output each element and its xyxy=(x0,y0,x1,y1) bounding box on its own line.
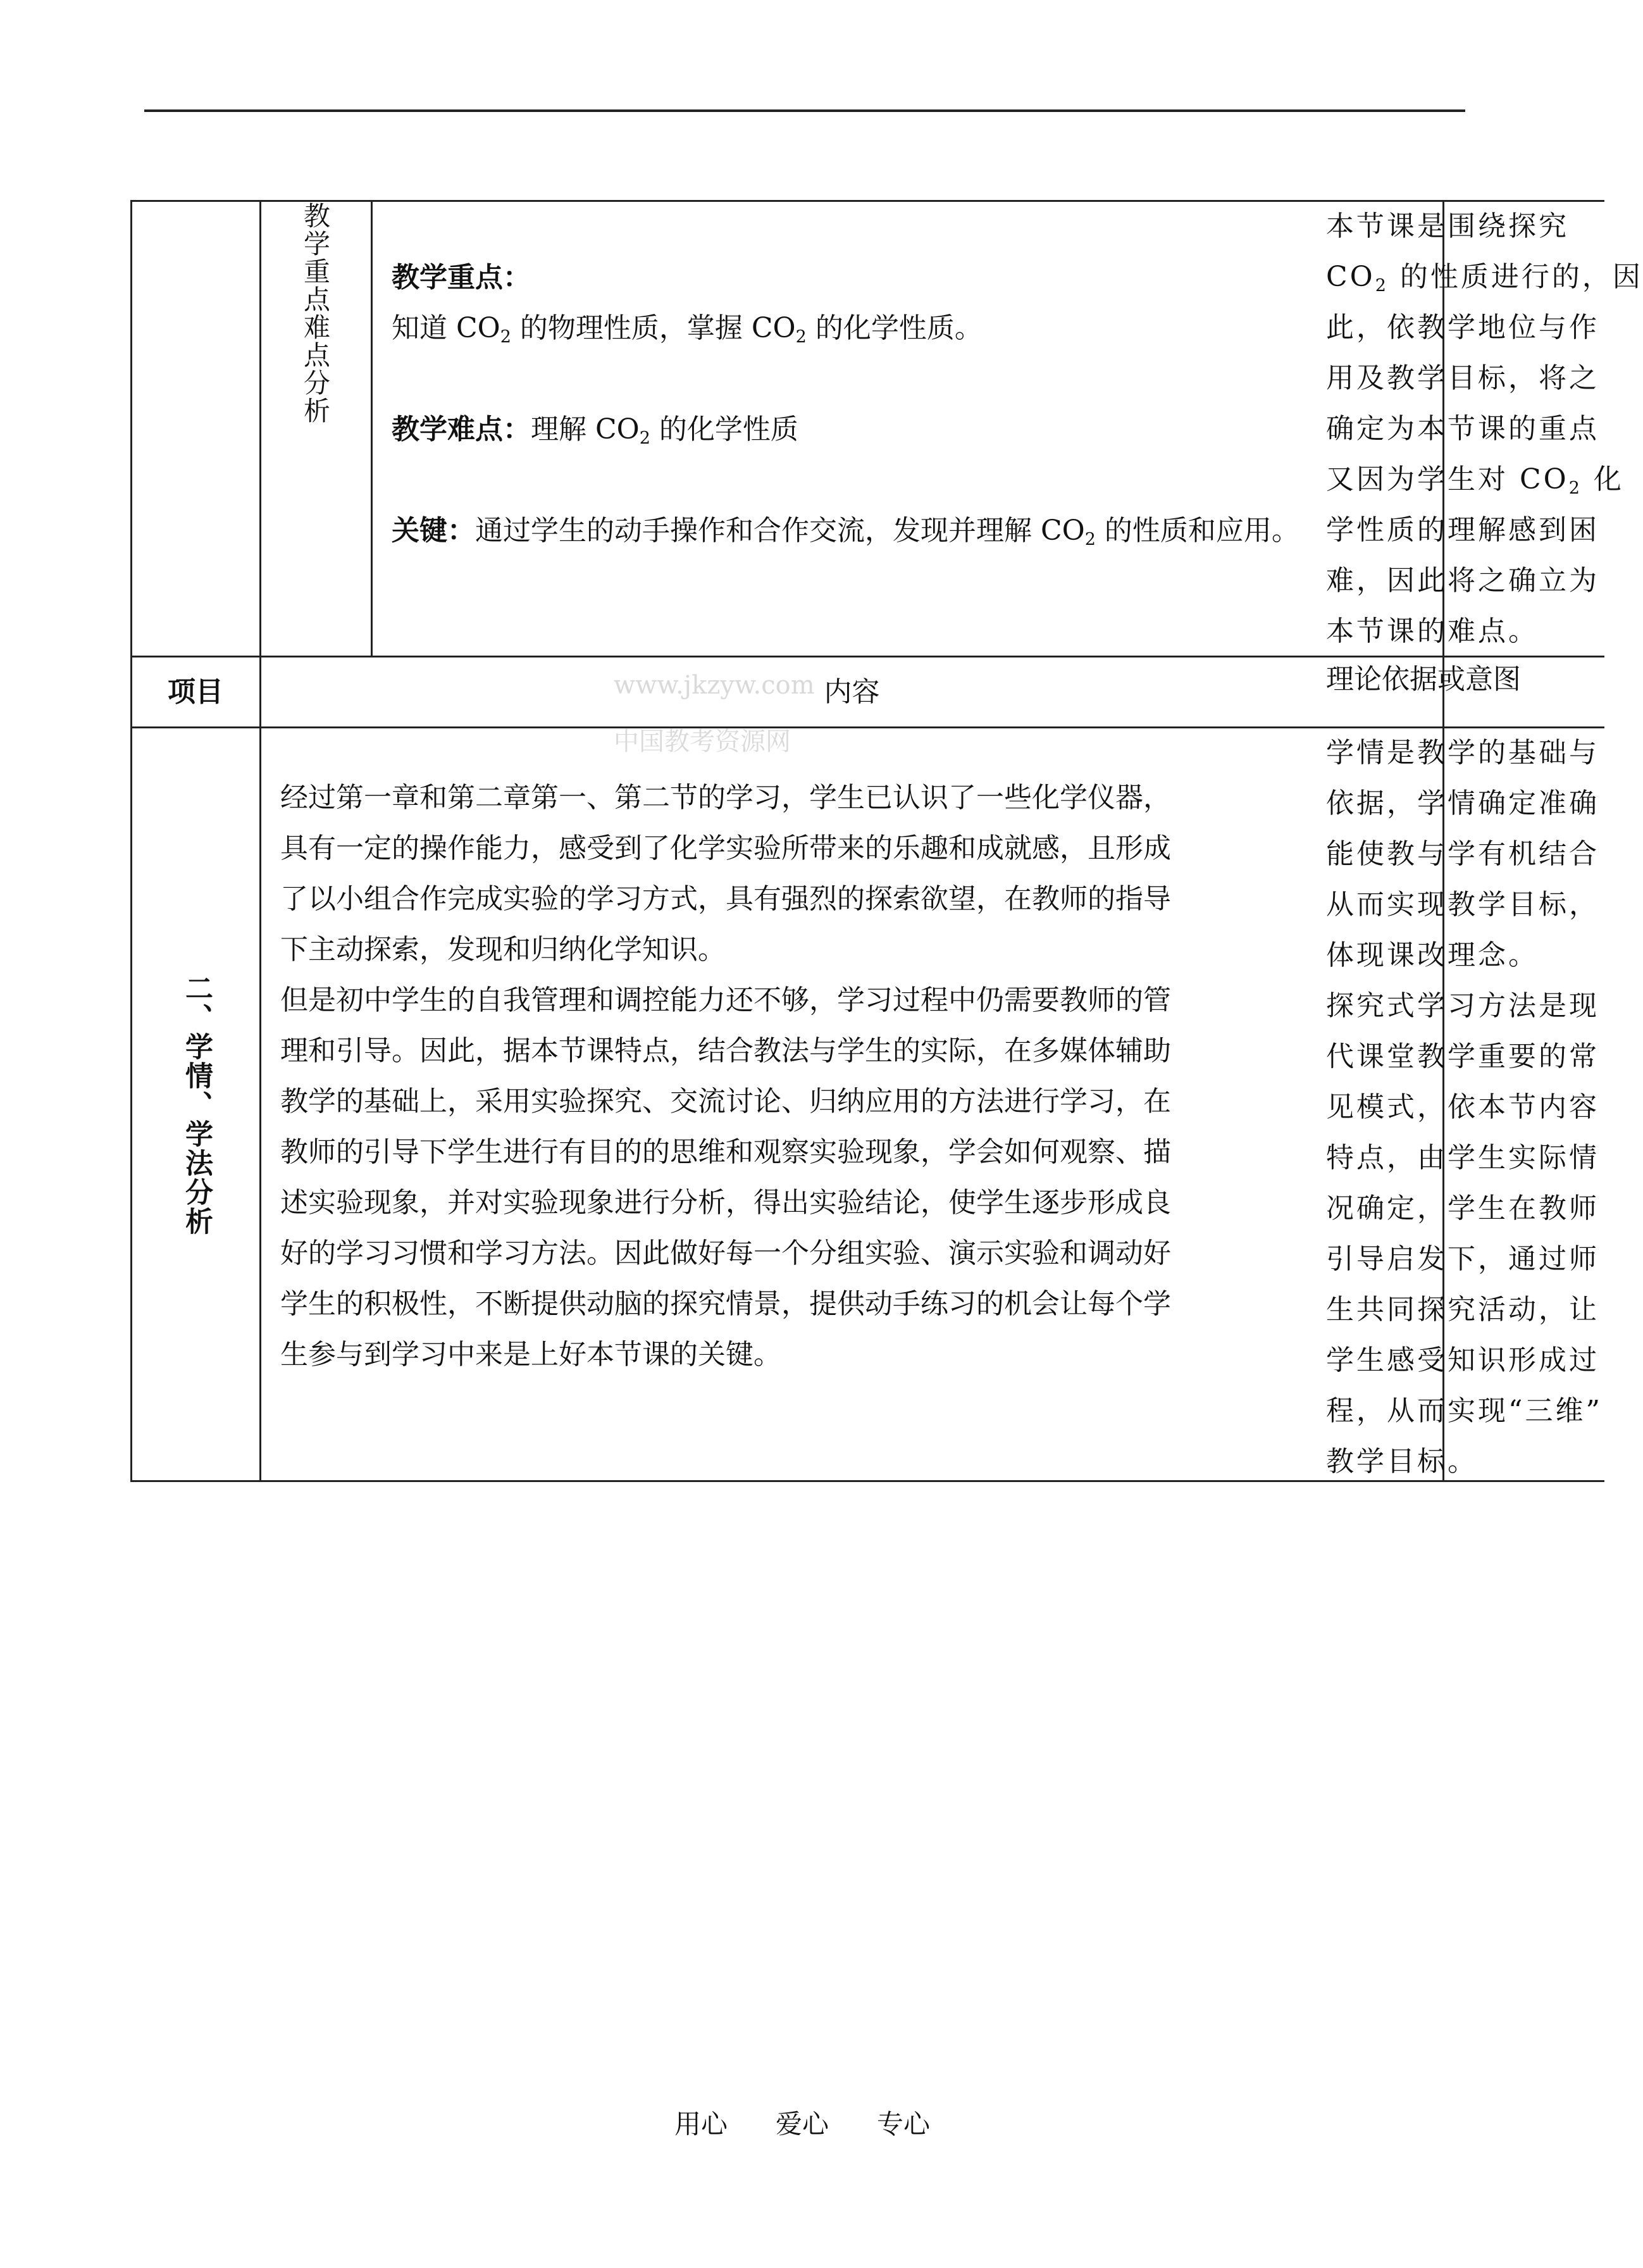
key-paragraph: 关键：通过学生的动手操作和合作交流，发现并理解 $CO_2$ 的性质和应用。 xyxy=(392,514,1299,549)
rationale-line: 体现课改理念。 xyxy=(1326,939,1539,971)
key-points-text: 知道 $CO_2$ 的物理性质，掌握 $CO_2$ 的化学性质。 xyxy=(392,312,983,347)
row3-content-cell xyxy=(259,726,1442,1482)
difficulty-paragraph: 教学难点：理解 $CO_2$ 的化学性质 xyxy=(392,413,798,448)
header-rule xyxy=(144,109,1465,112)
paragraph-line: 教学的基础上，采用实验探究、交流讨论、归纳应用的方法进行学习，在 xyxy=(280,1085,1171,1118)
rationale-line: 学性质的理解感到困 xyxy=(1326,514,1599,546)
paragraph-line: 好的学习习惯和学习方法。因此做好每一个分组实验、演示实验和调动好 xyxy=(280,1237,1171,1269)
learning-analysis-paragraph xyxy=(280,773,1425,1380)
rationale-line: 见模式，依本节内容 xyxy=(1326,1091,1599,1123)
rationale-line: 从而实现教学目标， xyxy=(1326,888,1599,921)
paragraph-line: 下主动探索，发现和归纳化学知识。 xyxy=(280,933,726,966)
row1-content-cell xyxy=(371,200,1442,656)
row1-vertical-label-cell xyxy=(259,200,371,656)
header-col1-cell xyxy=(130,656,259,726)
rationale-line: 本节课是围绕探究 xyxy=(1326,210,1569,242)
footer xyxy=(0,2103,1604,2141)
rationale-line: 用及教学目标，将之 xyxy=(1326,362,1599,394)
rationale-line: 生共同探究活动，让 xyxy=(1326,1293,1599,1326)
watermark-url: www.jkzyw.com xyxy=(614,671,815,700)
row3-label-cell xyxy=(130,726,259,1482)
header-col2-cell xyxy=(259,656,1442,726)
rationale-line: 探究式学习方法是现 xyxy=(1326,990,1599,1022)
paragraph-line: 述实验现象，并对实验现象进行分析，得出实验结论，使学生逐步形成良 xyxy=(280,1187,1171,1219)
key-points-heading xyxy=(392,252,1423,303)
rationale-line: $CO_2$ 的性质进行的，因 xyxy=(1326,261,1643,296)
rationale-line: 程，从而实现“三维” xyxy=(1326,1395,1603,1427)
watermark-name: 中国教考资源网 xyxy=(614,727,791,756)
paragraph-line: 教师的引导下学生进行有目的的思维和观察实验现象，学会如何观察、描 xyxy=(280,1136,1171,1168)
key-label: 关键： xyxy=(392,514,475,547)
footer-item-2: 爱心 xyxy=(775,2109,829,2140)
key-difficulty-vertical-label: 教学重点难点分析 xyxy=(300,202,331,425)
rationale-line: 本节课的难点。 xyxy=(1326,615,1539,647)
paragraph-line: 学生的积极性，不断提供动脑的探究情景，提供动手练习的机会让每个学 xyxy=(280,1288,1171,1320)
header-rationale-label: 理论依据或意图 xyxy=(1326,663,1521,695)
rationale-line: 此，依教学地位与作 xyxy=(1326,311,1599,344)
paragraph-line: 生参与到学习中来是上好本节课的关键。 xyxy=(280,1338,781,1371)
rationale-line: 学生感受知识形成过 xyxy=(1326,1344,1599,1376)
rationale-line: 引导启发下，通过师 xyxy=(1326,1243,1599,1275)
paragraph-line: 理和引导。因此，据本节课特点，结合教法与学生的实际，在多媒体辅助 xyxy=(280,1035,1171,1067)
rationale-line: 教学目标。 xyxy=(1326,1445,1478,1478)
rationale-line: 能使教与学有机结合 xyxy=(1326,838,1599,870)
paragraph-line: 了以小组合作完成实验的学习方式，具有强烈的探索欲望，在教师的指导 xyxy=(280,883,1171,915)
footer-item-1: 用心 xyxy=(674,2109,728,2140)
rationale-line: 又因为学生对 $CO_2$ 化 xyxy=(1326,463,1624,498)
header-project-label: 项目 xyxy=(168,676,223,708)
difficulty-label: 教学难点： xyxy=(392,413,531,446)
key-points-label: 教学重点： xyxy=(392,261,531,294)
learning-analysis-vertical-label: 二、学情、学法分析 xyxy=(180,974,213,1236)
paragraph-line: 具有一定的操作能力，感受到了化学实验所带来的乐趣和成就感，且形成 xyxy=(280,832,1171,864)
rationale-line: 确定为本节课的重点 xyxy=(1326,413,1599,445)
rationale-line: 况确定，学生在教师 xyxy=(1326,1192,1599,1224)
rationale-line: 学情是教学的基础与 xyxy=(1326,737,1599,769)
rationale-line: 代课堂教学重要的常 xyxy=(1326,1040,1599,1073)
rationale-line: 依据，学情确定准确 xyxy=(1326,787,1599,819)
paragraph-line: 经过第一章和第二章第一、第二节的学习，学生已认识了一些化学仪器， xyxy=(280,782,1171,814)
rationale-line: 难，因此将之确立为 xyxy=(1326,564,1599,597)
header-content-label: 内容 xyxy=(824,676,880,708)
row1-col1-blank xyxy=(130,200,259,656)
footer-item-3: 专心 xyxy=(877,2109,931,2140)
paragraph-line: 但是初中学生的自我管理和调控能力还不够，学习过程中仍需要教师的管 xyxy=(280,984,1171,1016)
rationale-line: 特点，由学生实际情 xyxy=(1326,1142,1599,1174)
